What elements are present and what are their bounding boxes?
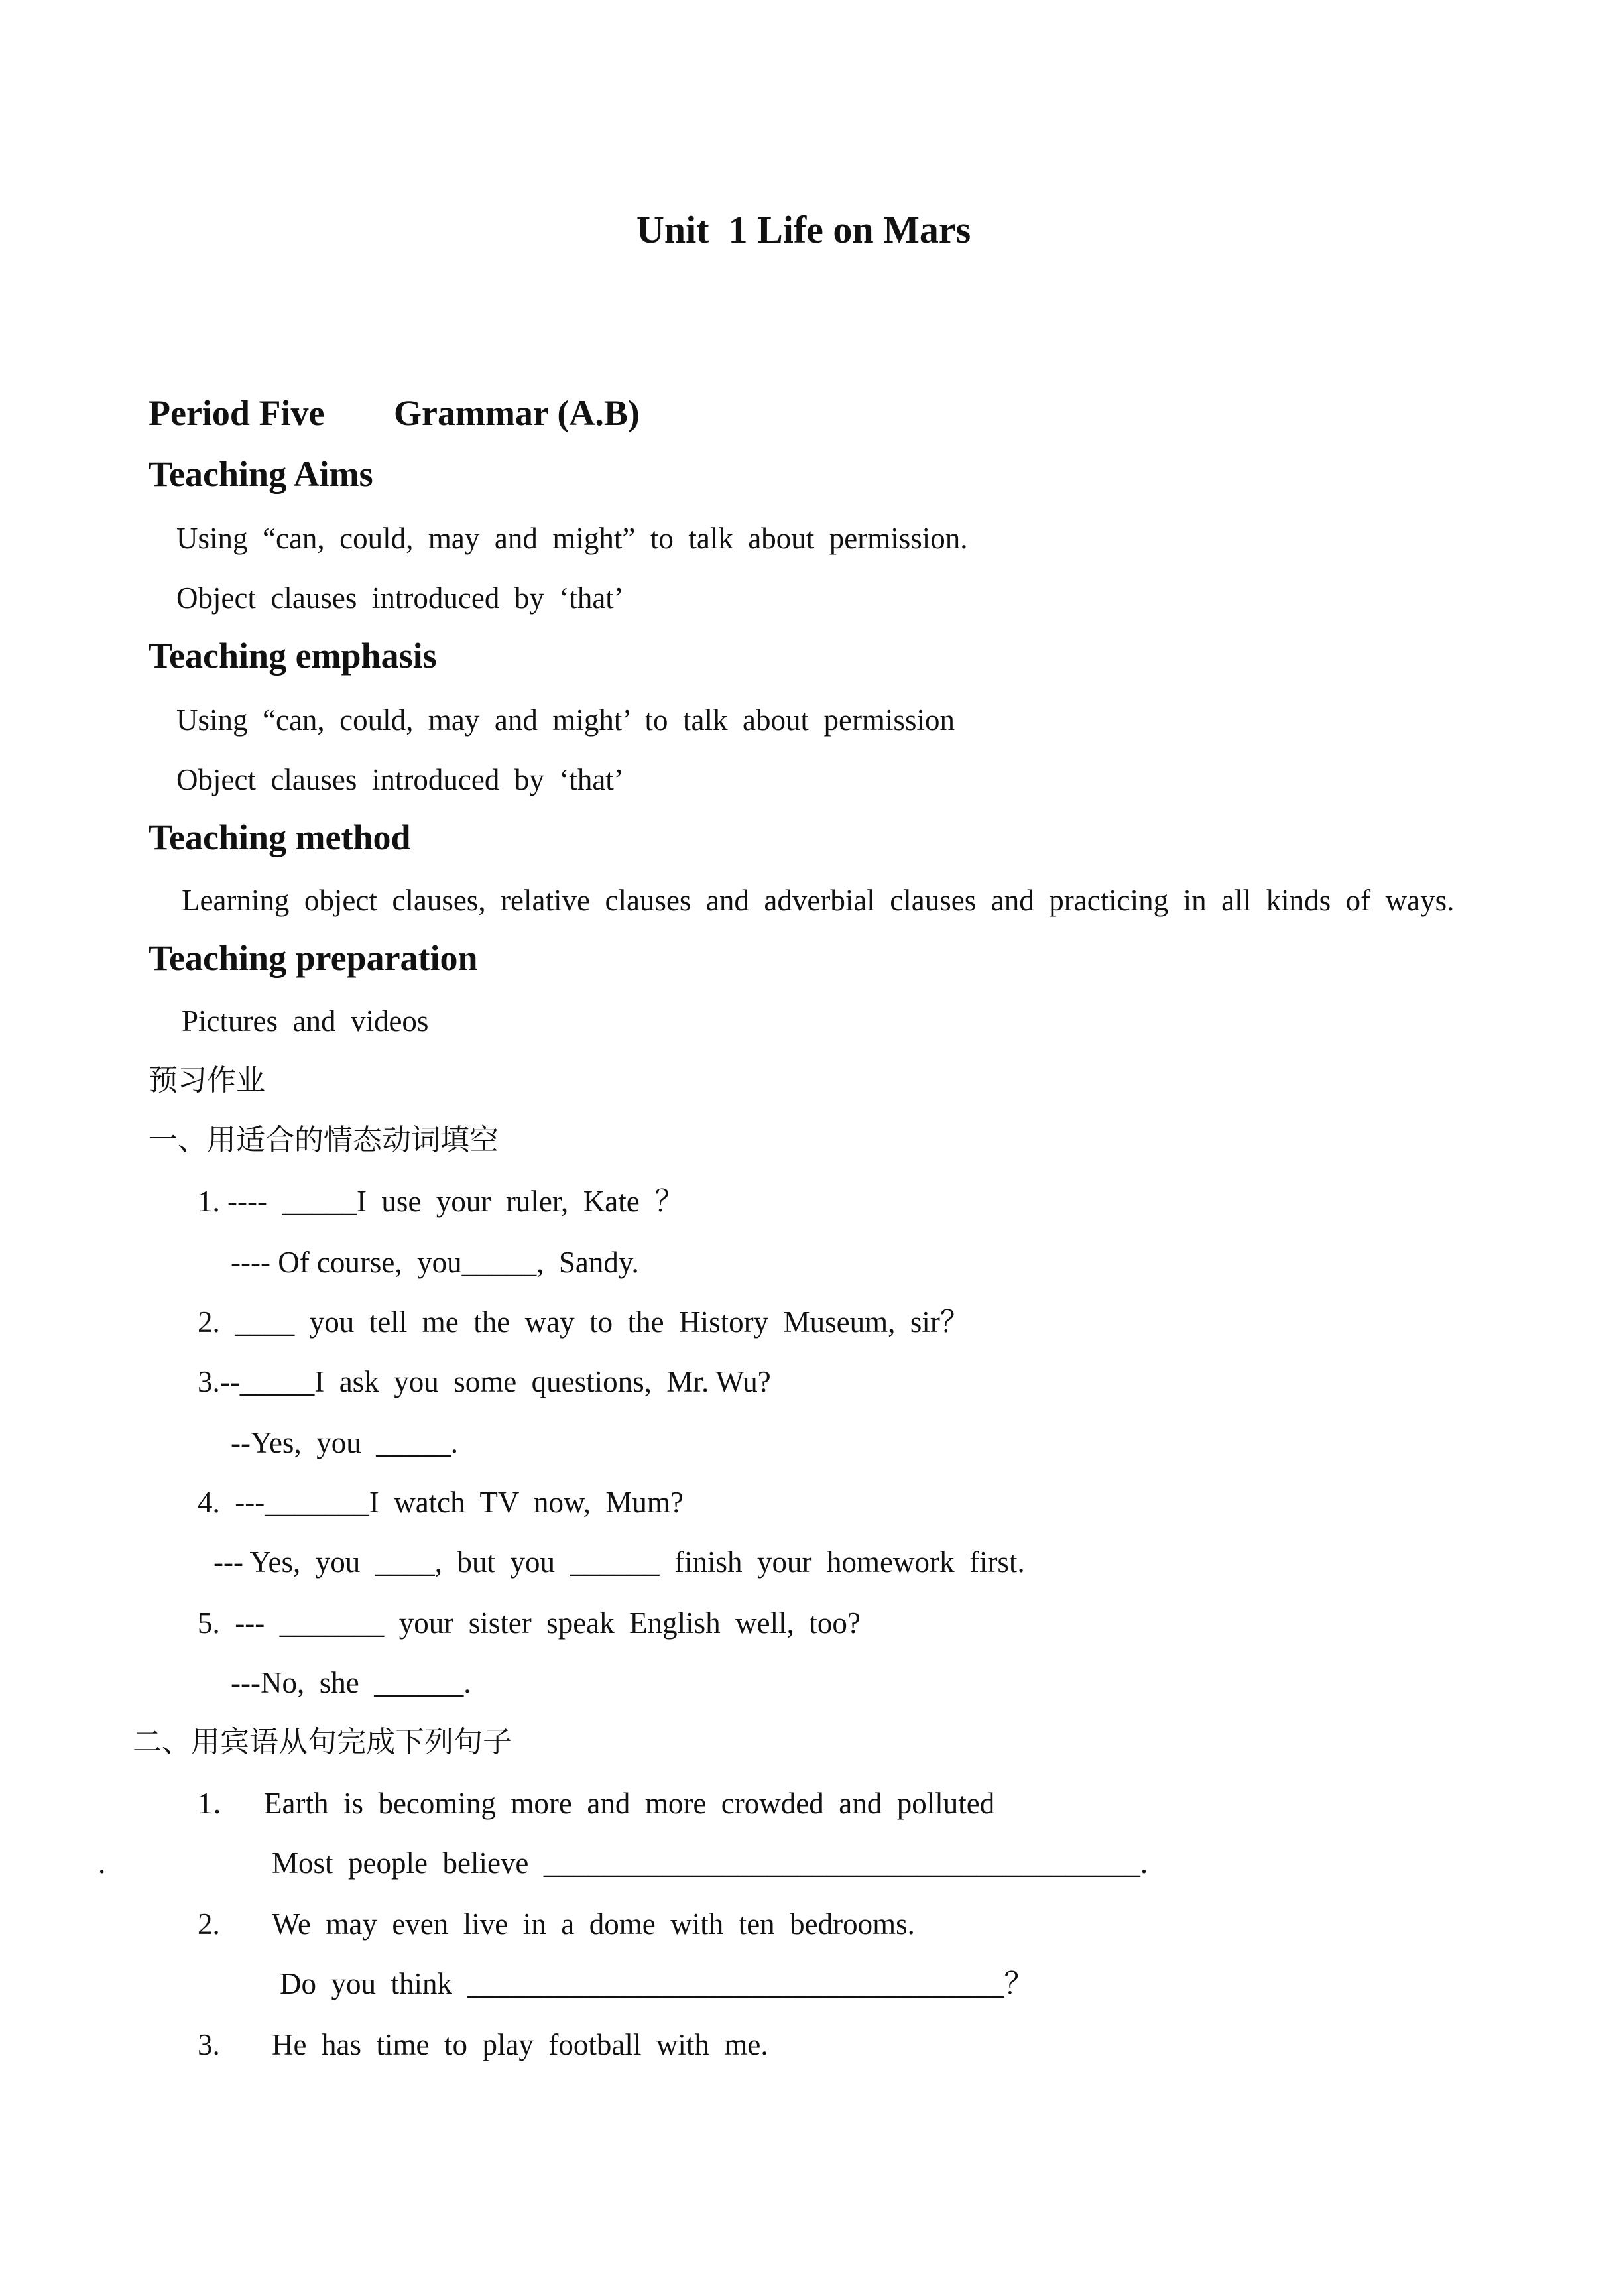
exercise-line: ---- Of course, you_____, Sandy. <box>231 1246 639 1279</box>
aims-heading: Teaching Aims <box>149 454 373 494</box>
exercise-line: --Yes, you _____. <box>231 1426 458 1459</box>
period-label: Period Five <box>149 393 325 433</box>
item-sentence: He has time to play football with me. <box>272 2028 768 2061</box>
exercise-line: 3.--_____I ask you some questions, Mr. Wu? <box>198 1365 771 1398</box>
part1-heading: 一、用适合的情态动词填空 <box>149 1123 499 1157</box>
exercise-line: 1. ---- _____I use your ruler, Kate ？ <box>198 1185 685 1218</box>
stray-dot: . <box>98 1846 106 1880</box>
item-sentence: Earth is becoming more and more crowded and polluted <box>264 1787 995 1820</box>
part2-heading: 二、用宾语从句完成下列句子 <box>133 1725 512 1759</box>
exercise-line: ---No, she ______. <box>231 1666 471 1699</box>
emphasis-line: Using “can, could, may and might’ to talk about permission <box>176 703 955 737</box>
preparation-heading: Teaching preparation <box>149 938 478 978</box>
item-prompt: Do you think ____________________________________？ <box>280 1967 1034 2000</box>
exercise-line: 5. --- _______ your sister speak English well, too? <box>198 1606 861 1640</box>
exercise-line: 4. ---_______I watch TV now, Mum? <box>198 1486 684 1519</box>
period-topic: Grammar (A.B) <box>394 393 640 433</box>
method-heading: Teaching method <box>149 817 411 857</box>
item-number: 1． <box>198 1787 243 1820</box>
item-number: 3. <box>198 2028 220 2061</box>
document-title: Unit 1 Life on Mars <box>636 208 971 251</box>
aims-line: Using “can, could, may and might” to talk about permission. <box>176 522 968 555</box>
item-sentence: We may even live in a dome with ten bedrooms. <box>272 1907 915 1941</box>
emphasis-heading: Teaching emphasis <box>149 636 437 676</box>
preparation-line: Pictures and videos <box>182 1004 429 1038</box>
item-prompt: Most people believe ________________________________________. <box>272 1846 1148 1880</box>
exercise-line: --- Yes, you ____, but you ______ finish your homework first. <box>213 1545 1025 1579</box>
item-number: 2. <box>198 1907 220 1941</box>
emphasis-line: Object clauses introduced by ‘that’ <box>176 763 624 796</box>
aims-line: Object clauses introduced by ‘that’ <box>176 581 624 615</box>
preview-label: 预习作业 <box>149 1063 265 1097</box>
exercise-line: 2. ____ you tell me the way to the History Museum, sir？ <box>198 1305 970 1339</box>
method-line: Learning object clauses, relative clauses and adverbial clauses and practicing in all kinds of ways. <box>182 884 1455 917</box>
